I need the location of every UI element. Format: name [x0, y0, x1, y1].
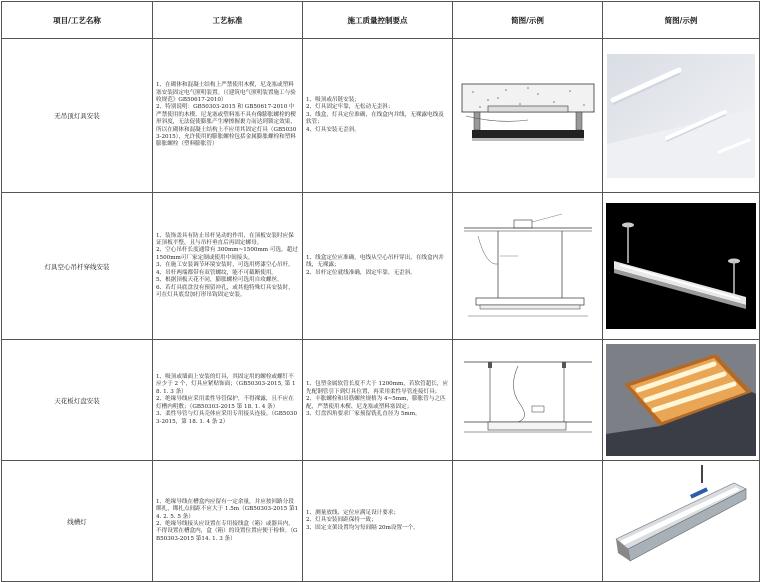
diagram-cell [453, 340, 603, 461]
control-line: 1、吸顶或吊链安装； [306, 96, 360, 103]
standard-line: 2、空心吊杆长度通常有 300mm~1500mm 可选，超过1500mm可厂家定制或使用中间接头。 [156, 247, 298, 261]
table-row [2, 193, 760, 340]
header-example: 简图/示例 [603, 2, 760, 39]
control-cell [303, 340, 453, 461]
example-cell [603, 461, 760, 582]
diagram-cell [453, 193, 603, 340]
control-line: 1、包塑金属软管长度不大于 1200mm，若软管超长，应先配钢管引下到灯具位置，再采用柔性导管连接灯具； [306, 381, 449, 395]
panel-lamp-diagram [458, 348, 598, 452]
example-cell [603, 39, 760, 193]
standard-line: 2、绝缘导线接头应设置在专用接线盒（箱）或器具内，不得设置在槽盒内，盒（箱）的设置位置应便于检修。（GB50303-2015 第14. 1. 3 条） [156, 521, 298, 542]
control-cell [303, 39, 453, 193]
table-row [2, 340, 760, 461]
table-row [2, 461, 760, 582]
hanging-lamp-photo [606, 203, 756, 329]
standard-line: 1、在砌体和混凝土结构上严禁使用木楔，尼龙塞或塑料塞安装固定电气照明装置。（《建筑电气照明装置施工与验收规范》GB50617-2010） [156, 82, 296, 103]
standard-cell [153, 461, 303, 582]
trough-lamp-photo [606, 465, 756, 577]
control-line: 2、丰胀螺栓和吊筋螺丝规格为 4~5mm，膨胀管与之匹配，严禁使用木楔、尼龙塞或塑料塞固定； [306, 396, 446, 410]
standard-line: 4、吊杆两端都带有双管螺纹，能不可截断使用。 [156, 269, 278, 276]
standard-cell [153, 340, 303, 461]
control-line: 1、测量放线、定位应满足设计要求； [306, 509, 400, 516]
standard-line: 5、根据顶板天花不同，膨胀螺栓可选用自攻螺丝。 [156, 277, 283, 284]
item-name: 线槽灯 [2, 461, 153, 582]
item-name: 天花板灯盘安装 [2, 340, 153, 461]
control-line: 3、线盒，灯具定位准确，在线盒内并线，无裸露电线及软管； [306, 111, 444, 126]
ceiling-lamp-photo [607, 54, 755, 178]
control-cell [303, 193, 453, 340]
header-item-name: 项目/工艺名称 [2, 2, 153, 39]
standard-line: 3、柔性导管与灯具壳体应采用专用接头连接。（GB50303-2015，第 18. 1. 4 条 2） [156, 411, 298, 425]
table-row [2, 39, 760, 193]
control-line: 2、灯具安装间距保持一致； [306, 517, 377, 524]
example-cell [603, 193, 760, 340]
standard-line: 1、绝缘导线在槽盒内应留有一定余量，并应按回路分段绑扎，绑扎点间距不应大于 1.5m（GB50303-2015 第14. 2. 5. 5 条） [156, 498, 299, 520]
header-quality-control: 施工质量控制要点 [303, 2, 453, 39]
header-row [2, 2, 760, 39]
control-line: 2、吊杆定位就线准确，固定牢靠，无歪斜。 [306, 269, 416, 276]
item-name: 无吊顶灯具安装 [2, 39, 153, 193]
standard-cell [153, 39, 303, 193]
process-standard-table [1, 1, 760, 582]
control-line: 4、灯具安装无歪斜。 [306, 126, 360, 133]
standard-line: 6、若灯具底盘没有预留冲孔，或其他特殊灯具安装时，可在灯具底盘加打形吊钩固定安装。 [156, 284, 294, 298]
standard-line: 2、特别说明：GB50303-2015 和 GB50617-2010 中严禁使用的木楔、尼龙塞或塑料塞不具有像膨胀螺栓的楔形斜度，无法促使膨胀产生摩擦握裹力而达到锁定效果，所以在砌体和混凝土结构上不应用其固定灯具（GB50303-2015），允许使用的膨胀螺栓包括金属膨胀螺栓和塑料膨胀螺栓（塑料膨胀管） [156, 104, 297, 148]
hanging-rod-diagram [458, 206, 598, 326]
diagram-cell [453, 39, 603, 193]
control-line: 1、线盒定位应准确，电线从空心吊杆穿出，在线盒内并线，无裸露； [306, 254, 444, 269]
control-line: 3、固定支架设置均匀每间隔 20m设置一个。 [306, 524, 419, 531]
standard-line: 3、在施工安装调节环境安装时，可选用烤漆空心吊杆。 [156, 262, 294, 269]
control-line: 3、灯盘四角要求厂家预留铣孔直径为 5mm。 [306, 411, 421, 418]
item-name: 灯具空心吊杆穿线安装 [2, 193, 153, 340]
header-standard: 工艺标准 [153, 2, 303, 39]
standard-cell [153, 193, 303, 340]
control-cell [303, 461, 453, 582]
standard-line: 1、装饰盖具有防止吊杆晃动的作用，在顶板安装时应保证顶板平整，且与吊杆垂直后再固定螺母。 [156, 232, 294, 247]
standard-line: 1、吸顶或墙面上安装的灯具，其固定用的螺栓或螺钉不应少于 2 个，灯具应紧贴饰面；（GB50303-2015, 第 18. 1. 3 条） [156, 374, 296, 395]
example-cell [603, 340, 760, 461]
panel-lamp-photo [606, 344, 756, 456]
ceiling-lamp-diagram [458, 76, 598, 156]
standard-line: 2、绝缘导线应采用柔性导管保护，不得裸露，且不应在灯槽内明敷；（GB50303-2015 第 18. 1. 4 条） [156, 396, 294, 410]
header-diagram: 简图/示例 [453, 2, 603, 39]
diagram-cell [453, 461, 603, 582]
control-line: 2、灯具固定牢靠，无松动无歪斜； [306, 104, 394, 111]
